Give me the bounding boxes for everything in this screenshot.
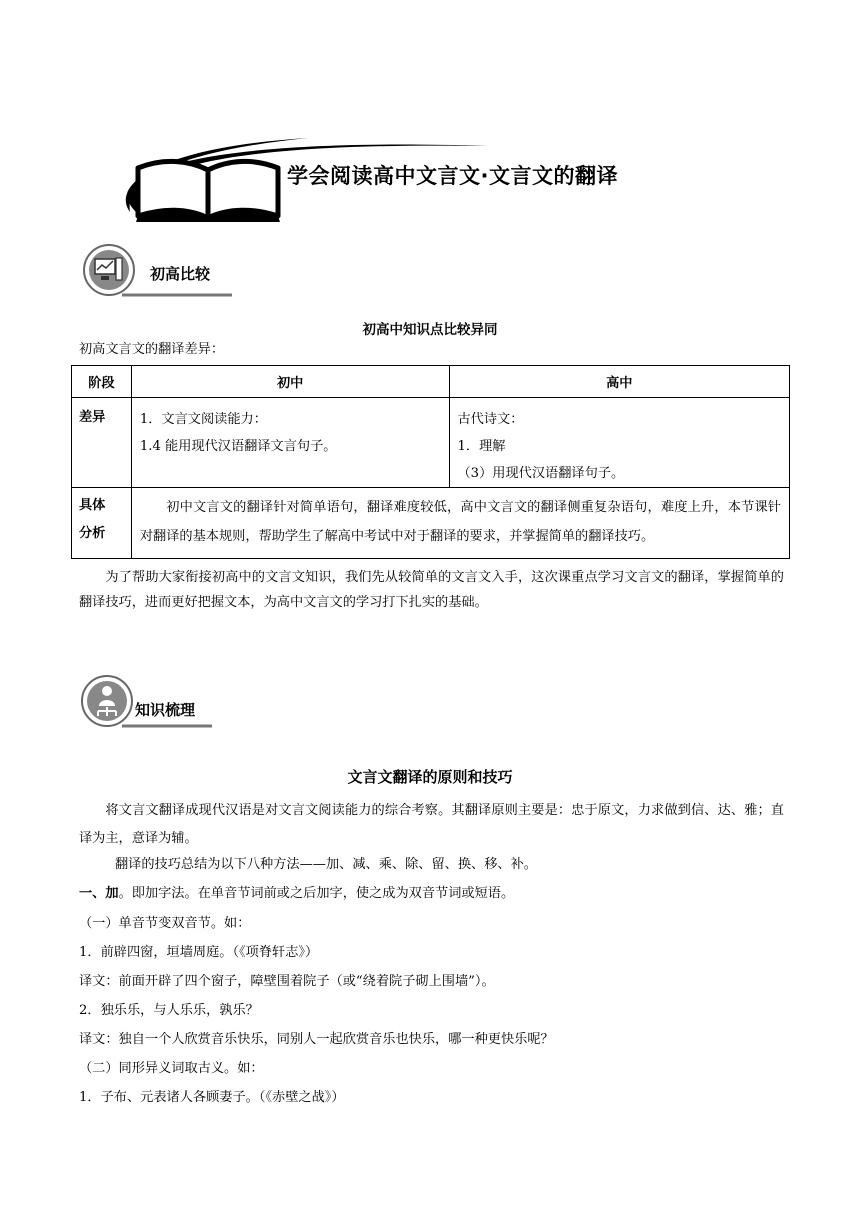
row-label-analysis xyxy=(72,488,132,559)
table-header-row xyxy=(72,366,790,398)
cell-junior xyxy=(131,398,449,488)
cell-analysis: 初中文言文的翻译针对简单语句，翻译难度较低，高中文言文的翻译侧重复杂语句，难度上升，本节课针对翻译的基本规则，帮助学生了解高中考试中对于翻译的要求，并掌握简单的翻译技巧。 xyxy=(131,488,789,559)
row-label-difference: 差异 xyxy=(72,398,132,488)
bridge-paragraph: 为了帮助大家衔接初高中的文言文知识，我们先从较简单的文言文入手，这次课重点学习文言文的翻译，掌握简单的翻译技巧，进而更好把握文本，为高中文言文的学习打下扎实的基础。 xyxy=(79,570,784,610)
list-item: （二）同形异义词取古义。如： xyxy=(79,1061,264,1076)
list-item: 译文：独自一个人欣赏音乐快乐，同别人一起欣赏音乐也快乐，哪一种更快乐呢？ xyxy=(79,1032,554,1047)
analysis-label-line: 具体 xyxy=(79,498,106,513)
junior-line: 1.4 能用现代汉语翻译文言句子。 xyxy=(139,439,337,454)
item-add-method xyxy=(79,884,514,904)
cell-senior xyxy=(449,398,790,488)
page-title: 学会阅读高中文言文·文言文的翻译 xyxy=(287,164,618,188)
table-row-difference xyxy=(72,398,790,488)
item-add-description: 。即加字法。在单音节词前或之后加字，使之成为双音节词或短语。 xyxy=(118,886,515,901)
list-item: 1．前辟四窗，垣墙周庭。（《项脊轩志》） xyxy=(79,945,319,960)
section-label-knowledge: 知识梳理 xyxy=(135,701,196,719)
list-item: 2．独乐乐，与人乐乐，孰乐？ xyxy=(79,1003,259,1018)
analysis-label-line: 分析 xyxy=(79,526,106,541)
section-subtitle-comparison: 初高中知识点比较异同 xyxy=(362,322,498,338)
table-row-analysis xyxy=(72,488,790,559)
senior-line: 1．理解 xyxy=(457,439,506,454)
senior-line: 古代诗文： xyxy=(457,412,524,427)
item-add-heading: 一、加 xyxy=(79,886,119,901)
list-item: 译文：前面开辟了四个窗子，障壁围着院子（或“绕着院子砌上围墙”）。 xyxy=(79,974,495,989)
comparison-table xyxy=(71,365,790,559)
senior-line: （3）用现代汉语翻译句子。 xyxy=(457,466,625,481)
list-item: 1．子布、元表诸人各顾妻子。（《赤壁之战》） xyxy=(79,1090,345,1105)
section-label-comparison: 初高比较 xyxy=(150,265,211,283)
techniques-summary: 翻译的技巧总结为以下八种方法——加、减、乘、除、留、换、移、补。 xyxy=(115,857,537,872)
junior-line: 1．文言文阅读能力： xyxy=(139,412,267,427)
list-item: （一）单音节变双音节。如： xyxy=(79,916,251,931)
table-intro: 初高文言文的翻译差异： xyxy=(79,342,225,357)
header-senior: 高中 xyxy=(449,366,790,398)
header-junior: 初中 xyxy=(131,366,449,398)
section-subtitle-principles: 文言文翻译的原则和技巧 xyxy=(347,768,513,786)
header-stage: 阶段 xyxy=(72,366,132,398)
principle-paragraph: 将文言文翻译成现代汉语是对文言文阅读能力的综合考察。其翻译原则主要是：忠于原文，力求做到信、达、雅；直译为主，意译为辅。 xyxy=(79,803,784,846)
